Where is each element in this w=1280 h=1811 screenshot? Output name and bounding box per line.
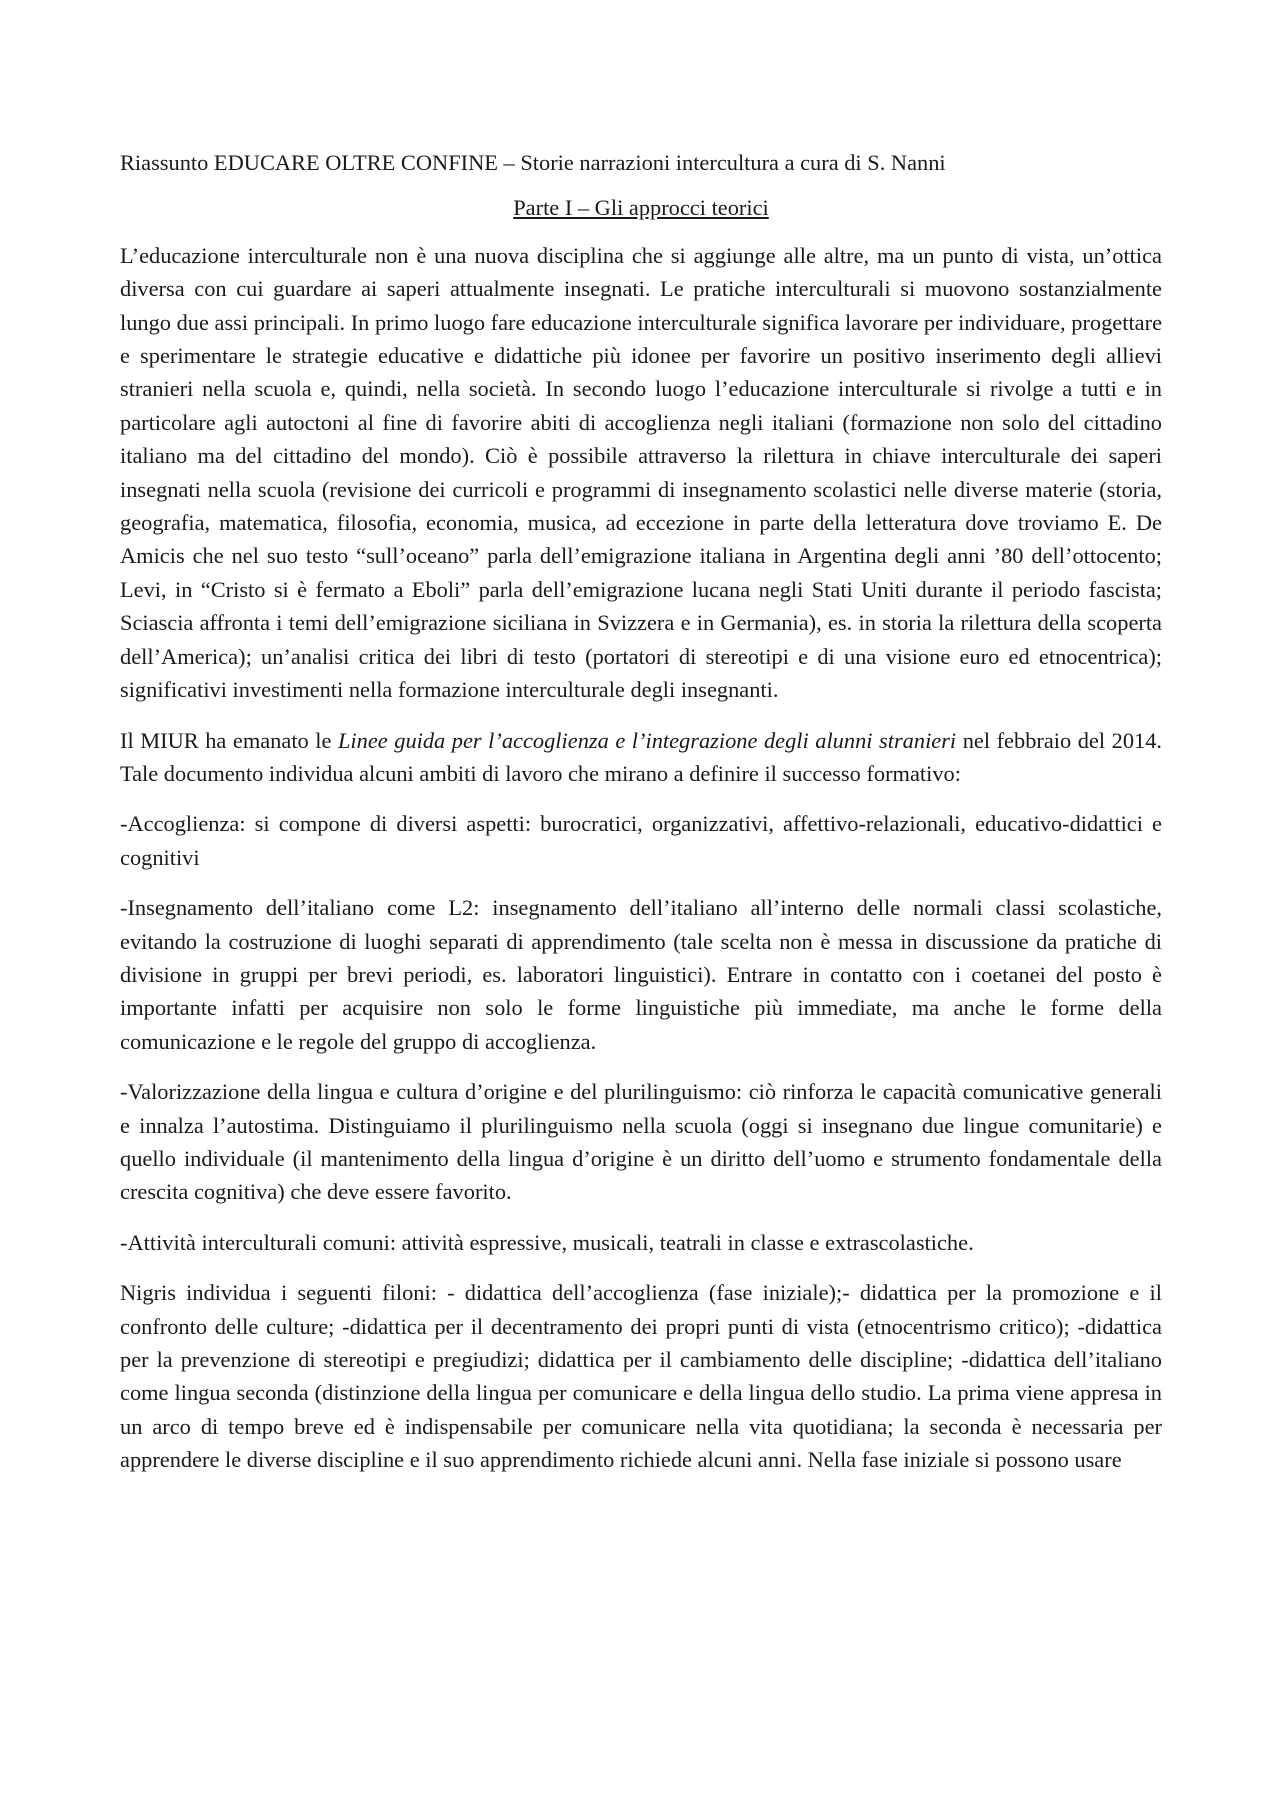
list-item-valorizzazione: -Valorizzazione della lingua e cultura d’origine e del plurilinguismo: ciò rinforza le capacità comunicative generali e innalza l’autostima. Distinguiamo il plurilinguismo nella scuola (oggi si insegnano due lingue comunitarie) e quello individuale (il mantenimento della lingua d’origine è un diritto dell’uomo e strumento fondamentale della crescita cognitiva) che deve essere favorito. <box>120 1079 1162 1205</box>
list-item-accoglienza: -Accoglienza: si compone di diversi aspetti: burocratici, organizzativi, affettivo-relazionali, educativo-didattici e cognitivi <box>120 811 1162 870</box>
paragraph-miur-text-after: nel febbraio del 2014. Tale documento individua alcuni ambiti di lavoro che mirano a definire il successo formativo: <box>120 727 1162 786</box>
document-heading: Riassunto EDUCARE OLTRE CONFINE – Storie narrazioni intercultura a cura di S. Nanni <box>120 150 946 175</box>
paragraph-nigris: Nigris individua i seguenti filoni: - didattica dell’accoglienza (fase iniziale);- didattica per la promozione e il confronto delle culture; -didattica per il decentramento dei propri punti di vista (etnocentrismo critico); -didattica per la prevenzione di stereotipi e pregiudizi; didattica per il cambiamento delle discipline; -didattica dell’italiano come lingua seconda (distinzione della lingua per comunicare e della lingua dello studio. La prima viene appresa in un arco di tempo breve ed è indispensabile per comunicare nella vita quotidiana; la seconda è necessaria per apprendere le diverse discipline e il suo apprendimento richiede alcuni anni. Nella fase iniziale si possono usare <box>120 1280 1162 1473</box>
paragraph-intercultural-education: L’educazione interculturale non è una nuova disciplina che si aggiunge alle altre, ma un punto di vista, un’ottica diversa con cui guardare ai saperi attualmente insegnati. Le pratiche interculturali si muovono sostanzialmente lungo due assi principali. In primo luogo fare educazione interculturale significa lavorare per individuare, progettare e sperimentare le strategie educative e didattiche più idonee per favorire un positivo inserimento degli allievi stranieri nella scuola e, quindi, nella società. In secondo luogo l’educazione interculturale si rivolge a tutti e in particolare agli autoctoni al fine di favorire abiti di accoglienza negli italiani (formazione non solo del cittadino italiano ma del cittadino del mondo). Ciò è possibile attraverso la rilettura in chiave interculturale dei saperi insegnati nella scuola (revisione dei curricoli e programmi di insegnamento scolastici nelle diverse materie (storia, geografia, matematica, filosofia, economia, musica, ad eccezione in parte della letteratura dove troviamo E. De Amicis che nel suo testo “sull’oceano” parla dell’emigrazione italiana in Argentina degli anni ’80 dell’ottocento; Levi, in “Cristo si è fermato a Eboli” parla dell’emigrazione lucana negli Stati Uniti durante il periodo fascista; Sciascia affronta i temi dell’emigrazione siciliana in Svizzera e in Germania), es. in storia la rilettura della scoperta dell’America); un’analisi critica dei libri di testo (portatori di stereotipi e di una visione euro ed etnocentrica); significativi investimenti nella formazione interculturale degli insegnanti. <box>120 242 1163 703</box>
paragraph-miur-guidelines <box>120 724 1162 791</box>
list-item-italiano-l2: -Insegnamento dell’italiano come L2: insegnamento dell’italiano all’interno delle normali classi scolastiche, evitando la costruzione di luoghi separati di apprendimento (tale scelta non è messa in discussione da pratiche di divisione in gruppi per brevi periodi, es. laboratori linguistici). Entrare in contatto con i coetanei del posto è importante infatti per acquisire non solo le forme linguistiche più immediate, ma anche le forme della comunicazione e le regole del gruppo di accoglienza. <box>120 895 1162 1054</box>
guidelines-title: Linee guida per l’accoglienza e l’integrazione degli alunni stranieri <box>337 727 957 753</box>
list-item-attivita: -Attività interculturali comuni: attività espressive, musicali, teatrali in classe e extrascolastiche. <box>120 1229 974 1255</box>
document-body <box>120 146 1162 1494</box>
paragraph-miur-text-before: Il MIUR ha emanato le <box>120 727 338 753</box>
section-title: Parte I – Gli approcci teorici <box>513 195 769 221</box>
